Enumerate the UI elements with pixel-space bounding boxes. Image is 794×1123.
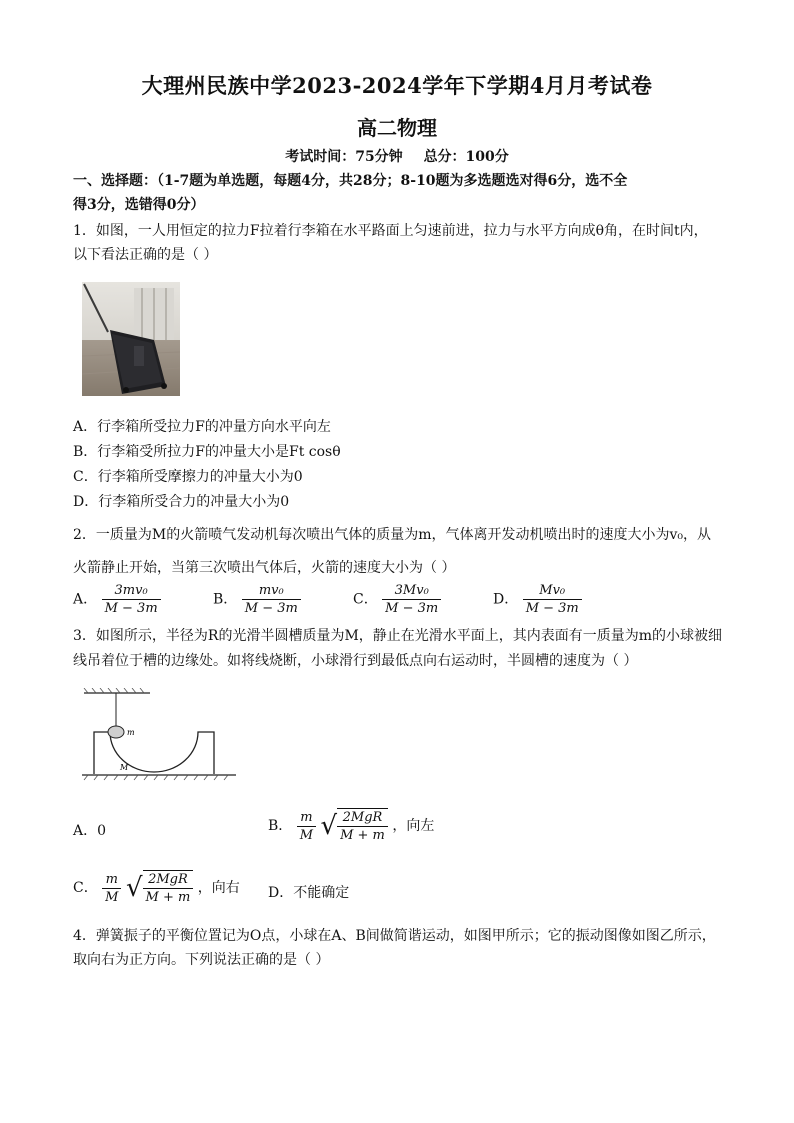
- exam-meta: [0, 146, 794, 166]
- q3-option-b: B． $\frac{m}{M}$ √ $\frac{\text{2MgR}}{M + m}$ ，向左: [268, 809, 435, 843]
- q1-stem-line2: 以下看法正确的是（ ）: [73, 247, 218, 263]
- q2-option-c: C． $\frac{\text{3Mv₀}}{M - 3m}$: [353, 582, 441, 617]
- q3-semicircle-groove-diagram: [80, 688, 240, 782]
- q1-option-b: B．行李箱受所拉力F的冲量大小是Ft cosθ: [73, 444, 341, 460]
- exam-time: 考试时间：75分钟: [285, 149, 403, 165]
- q3-fig-label-M: M: [120, 763, 129, 772]
- q1-stem-line1: 1．如图，一人用恒定的拉力F拉着行李箱在水平路面上匀速前进，拉力与水平方向成θ角，在时间t内，: [73, 223, 708, 239]
- q2-option-c-fraction: $\frac{\text{3Mv₀}}{M - 3m}$: [382, 582, 441, 617]
- exam-title: 大理州民族中学2023-2024学年下学期4月月考试卷: [141, 73, 653, 98]
- q2-option-b: B． $\frac{\text{mv₀}}{M - 3m}$: [213, 582, 301, 617]
- q4-stem-line1: 4．弹簧振子的平衡位置记为O点，小球在A、B间做简谐运动，如图甲所示；它的振动图像如图乙所示，: [73, 928, 716, 944]
- section-heading-line2: 得3分，选错得0分）: [73, 197, 205, 213]
- q1-option-d: D．行李箱所受合力的冲量大小为0: [73, 494, 290, 510]
- q2-option-d-fraction: $\frac{\text{Mv₀}}{M - 3m}$: [523, 582, 582, 617]
- q3-option-c: C． $\frac{m}{M}$ √ $\frac{\text{2MgR}}{M + m}$ ，向右: [73, 871, 240, 905]
- exam-total-score: 总分：100分: [423, 149, 509, 165]
- q1-luggage-photo: [82, 282, 180, 396]
- exam-subject: 高二物理: [357, 116, 437, 140]
- q2-option-a-fraction: $\frac{\text{3mv₀}}{M - 3m}$: [102, 582, 161, 617]
- q3-stem-line2: 线吊着位于槽的边缘处。如将线烧断，小球滑行到最低点向右运动时，半圆槽的速度为（ ）: [73, 653, 638, 669]
- q2-option-a: A． $\frac{\text{3mv₀}}{M - 3m}$: [73, 582, 161, 617]
- q3-fig-label-m: m: [127, 728, 135, 737]
- q3-option-d: D．不能确定: [268, 885, 350, 901]
- q3-option-a: A．0: [73, 823, 107, 839]
- q3-option-c-sqrt: √ $\frac{\text{2MgR}}{M + m}$: [126, 870, 193, 906]
- q4-stem-line2: 取向右为正方向。下列说法正确的是（ ）: [73, 952, 330, 968]
- q2-option-d: D． $\frac{\text{Mv₀}}{M - 3m}$: [493, 582, 582, 617]
- q1-option-c: C．行李箱所受摩擦力的冲量大小为0: [73, 469, 303, 485]
- q3-stem-line1: 3．如图所示，半径为R的光滑半圆槽质量为M，静止在光滑水平面上，其内表面有一质量为m的小球被细: [73, 628, 723, 644]
- q3-option-b-sqrt: √ $\frac{\text{2MgR}}{M + m}$: [321, 808, 388, 844]
- q1-option-a: A．行李箱所受拉力F的冲量方向水平向左: [73, 419, 331, 435]
- q2-option-b-fraction: $\frac{\text{mv₀}}{M - 3m}$: [242, 582, 301, 617]
- q2-stem-line2: 火箭静止开始，当第三次喷出气体后，火箭的速度大小为（ ）: [73, 560, 456, 576]
- q2-stem-line1: 2．一质量为M的火箭喷气发动机每次喷出气体的质量为m，气体离开发动机喷出时的速度大小为v₀，从: [73, 527, 712, 543]
- section-heading-line1: 一、选择题：（1-7题为单选题，每题4分，共28分；8-10题为多选题选对得6分，选不全: [73, 173, 628, 189]
